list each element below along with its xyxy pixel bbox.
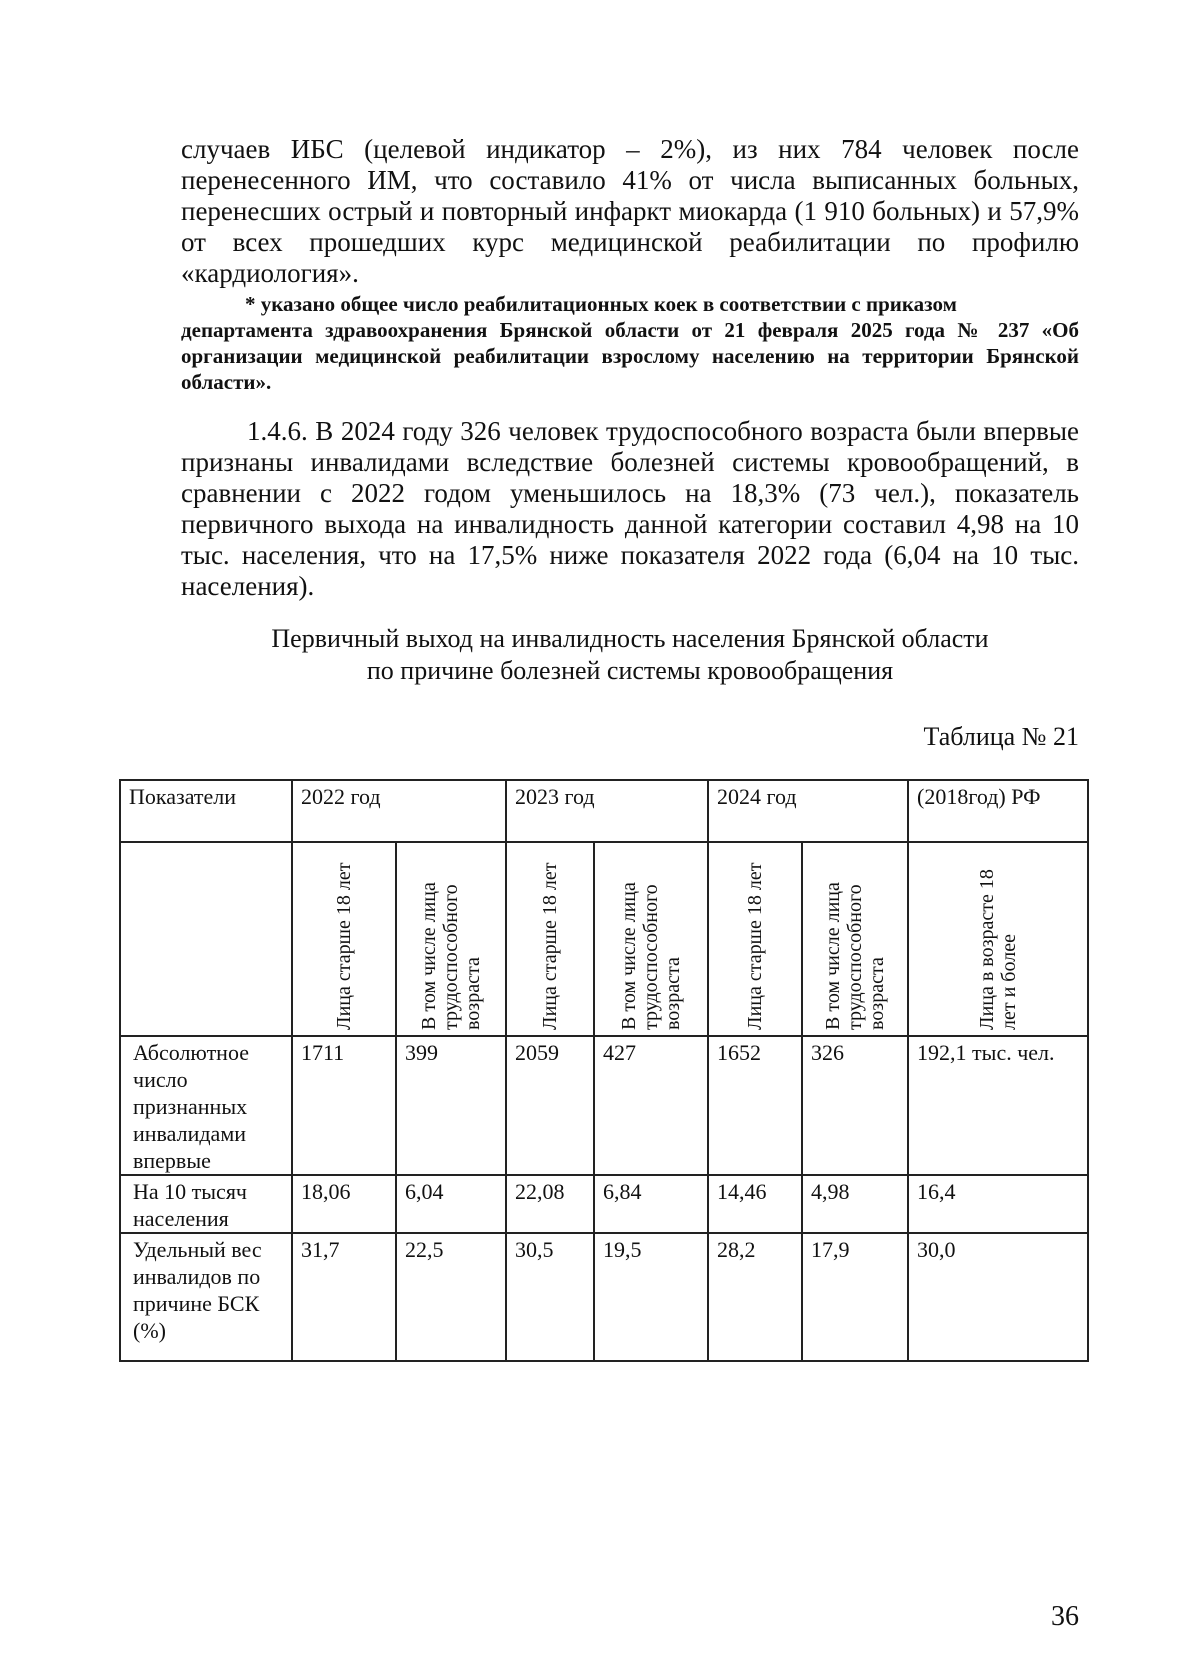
subheader-cell <box>396 842 506 1036</box>
row-label: На 10 тысяч населения <box>120 1175 292 1233</box>
table-cell: 4,98 <box>802 1175 908 1233</box>
header-rf: (2018год) РФ <box>908 780 1088 842</box>
footnote <box>181 291 1079 395</box>
subheader-2023-working-age: В том числе лица трудоспособного возраста <box>618 882 685 1030</box>
table-cell: 19,5 <box>594 1233 708 1361</box>
table-cell: 22,5 <box>396 1233 506 1361</box>
table-cell: 16,4 <box>908 1175 1088 1233</box>
subheader-cell <box>292 842 396 1036</box>
table-cell: 30,0 <box>908 1233 1088 1361</box>
table-cell: 1711 <box>292 1036 396 1175</box>
table-row <box>120 1175 1088 1233</box>
table-row <box>120 1233 1088 1361</box>
subheader-2024-working-age: В том числе лица трудоспособного возраста <box>822 882 889 1030</box>
row-label: Удельный вес инвалидов по причине БСК (%) <box>120 1233 292 1361</box>
table-cell: 427 <box>594 1036 708 1175</box>
row-label: Абсолютное число признанных инвалидами впервые <box>120 1036 292 1175</box>
subheader-cell <box>708 842 802 1036</box>
table-cell: 18,06 <box>292 1175 396 1233</box>
footnote-line-1: * указано общее число реабилитационных коек в соответствии с приказом <box>245 292 957 316</box>
table-cell: 14,46 <box>708 1175 802 1233</box>
page-number: 36 <box>1051 1601 1079 1632</box>
table-cell: 2059 <box>506 1036 594 1175</box>
subheader-cell <box>802 842 908 1036</box>
header-indicators: Показатели <box>120 780 292 842</box>
table-cell: 17,9 <box>802 1233 908 1361</box>
table-header-row <box>120 780 1088 842</box>
table-subheader-row <box>120 842 1088 1036</box>
subheader-2022-adults: Лица старше 18 лет <box>333 862 355 1030</box>
subheader-cell <box>908 842 1088 1036</box>
caption-line-2: по причине болезней системы кровообращения <box>366 656 894 685</box>
caption-line-1: Первичный выход на инвалидность населения Брянской области <box>271 624 989 653</box>
header-2024: 2024 год <box>708 780 908 842</box>
subheader-2023-adults: Лица старше 18 лет <box>539 862 562 1030</box>
table-cell: 399 <box>396 1036 506 1175</box>
table-cell: 28,2 <box>708 1233 802 1361</box>
table-number-label: Таблица № 21 <box>923 722 1079 751</box>
paragraph-1-4-6: 1.4.6. В 2024 году 326 человек трудоспособного возраста были впервые признаны инвалидами вследствие болезней системы кровообращений, в сравнении с 2022 годом уменьшилось на 18,3% (73 чел.), показатель первичного выхода на инвалидность данной категории составил 4,98 на 10 тыс. населения, что на 17,5% ниже показателя 2022 года (6,04 на 10 тыс. населения). <box>181 416 1079 601</box>
header-2022: 2022 год <box>292 780 506 842</box>
table-cell: 192,1 тыс. чел. <box>908 1036 1088 1175</box>
table-cell: 30,5 <box>506 1233 594 1361</box>
subheader-2022-working-age: В том числе лица трудоспособного возраста <box>418 882 484 1030</box>
footnote-rest: департамента здравоохранения Брянской области от 21 февраля 2025 года № 237 «Об организации медицинской реабилитации взрослому населению на территории Брянской области». <box>181 318 1079 394</box>
table-caption <box>181 623 1079 687</box>
table-cell: 31,7 <box>292 1233 396 1361</box>
subheader-empty <box>120 842 292 1036</box>
disability-table <box>119 779 1089 1362</box>
subheader-2024-adults: Лица старше 18 лет <box>744 862 767 1030</box>
subheader-rf-adults: Лица в возрасте 18 лет и более <box>976 869 1021 1030</box>
paragraph-ibs: случаев ИБС (целевой индикатор – 2%), из них 784 человек после перенесенного ИМ, что составило 41% от числа выписанных больных, перенесших острый и повторный инфаркт миокарда (1 910 больных) и 57,9% от всех прошедших курс медицинской реабилитации по профилю «кардиология». <box>181 134 1079 288</box>
table-cell: 6,04 <box>396 1175 506 1233</box>
table-cell: 326 <box>802 1036 908 1175</box>
subheader-cell <box>506 842 594 1036</box>
subheader-cell <box>594 842 708 1036</box>
table-cell: 6,84 <box>594 1175 708 1233</box>
header-2023: 2023 год <box>506 780 708 842</box>
table-row <box>120 1036 1088 1175</box>
table-cell: 1652 <box>708 1036 802 1175</box>
table-cell: 22,08 <box>506 1175 594 1233</box>
